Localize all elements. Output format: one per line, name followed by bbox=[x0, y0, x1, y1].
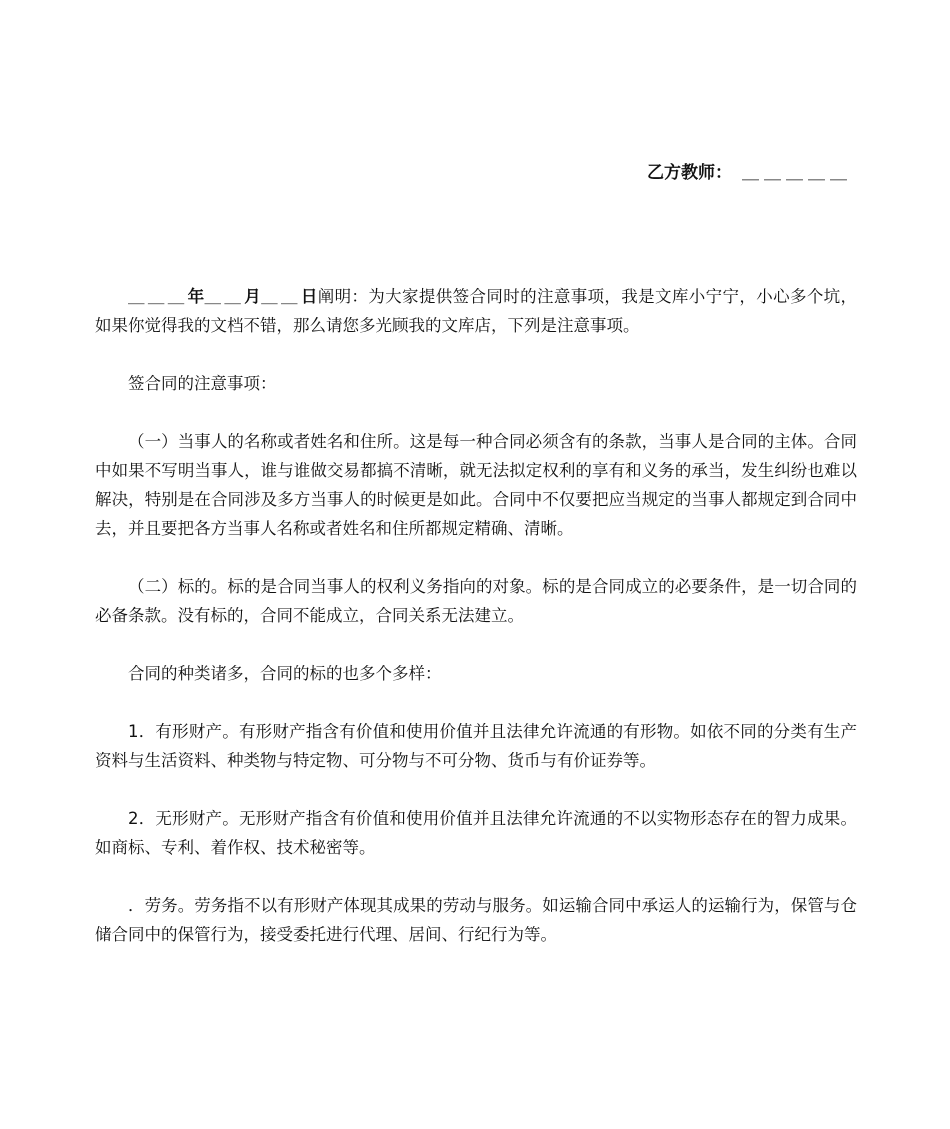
day-label: 日 bbox=[300, 287, 318, 306]
statement-text: 阐明：为大家提供签合同时的注意事项，我是文库小宁宁，小心多个坑，如果你觉得我的文档不错，那么请您多光顾我的文库店，下列是注意事项。 bbox=[95, 287, 858, 335]
date-fields bbox=[128, 287, 318, 306]
subject-types-heading: 合同的种类诸多，合同的标的也多个多样： bbox=[128, 664, 442, 683]
section-heading-notes: 签合同的注意事项： bbox=[128, 374, 277, 393]
signature-blank: ＿＿＿＿＿ bbox=[742, 163, 852, 183]
month-blank: ＿＿ bbox=[204, 287, 245, 306]
month-label: 月 bbox=[244, 287, 262, 306]
tangible-property-item: 1．有形财产。有形财产指含有价值和使用价值并且法律允许流通的有形物。如依不同的分类有生产资料与生活资料、种类物与特定物、可分物与不可分物、货币与有价证券等。 bbox=[95, 722, 857, 770]
day-blank: ＿＿ bbox=[261, 287, 301, 306]
clause-parties-paragraph: （一）当事人的名称或者姓名和住所。这是每一种合同必须含有的条款，当事人是合同的主体。合同中如果不写明当事人，谁与谁做交易都搞不清晰，就无法拟定权利的享有和义务的承当，发生纠纷也难以解决，特别是在合同涉及多方当事人的时候更是如此。合同中不仅要把应当规定的当事人都规定到合同中去，并且要把各方当事人名称或者姓名和住所都规定精确、清晰。 bbox=[95, 432, 857, 538]
intangible-property-item: 2．无形财产。无形财产指含有价值和使用价值并且法律允许流通的不以实物形态存在的智力成果。如商标、专利、着作权、技术秘密等。 bbox=[95, 809, 857, 857]
date-statement-paragraph bbox=[95, 282, 857, 340]
labor-service-item: ．劳务。劳务指不以有形财产体现其成果的劳动与服务。如运输合同中承运人的运输行为，保管与仓储合同中的保管行为，接受委托进行代理、居间、行纪行为等。 bbox=[95, 896, 857, 944]
year-blank: ＿＿＿ bbox=[128, 287, 188, 306]
party-b-teacher-label: 乙方教师： bbox=[647, 163, 732, 183]
document-body bbox=[95, 282, 857, 978]
year-label: 年 bbox=[187, 287, 205, 306]
clause-subject-paragraph: （二）标的。标的是合同当事人的权利义务指向的对象。标的是合同成立的必要条件，是一切合同的必备条款。没有标的，合同不能成立，合同关系无法建立。 bbox=[95, 577, 857, 625]
signature-line bbox=[647, 160, 852, 186]
